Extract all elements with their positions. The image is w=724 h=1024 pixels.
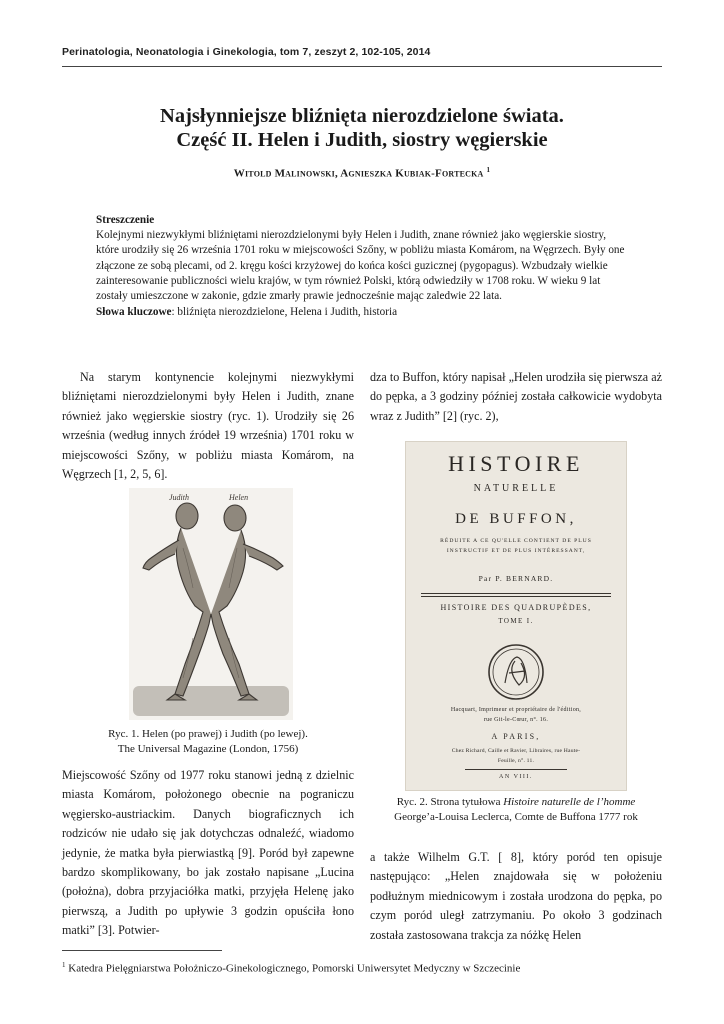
- body-column-left-bottom: [62, 766, 354, 941]
- keywords-label: Słowa kluczowe: [96, 306, 172, 319]
- affiliation-mark: 1: [486, 166, 491, 174]
- title-page-sellers-2: Feuille, n°. 11.: [497, 758, 535, 764]
- abstract-text: Kolejnymi niezwykłymi bliźniętami nierozdzielonymi były Helen i Judith, znane również jako węgierskie siostry, które urodziły się 26 września 1701 roku w miejscowości Szőny, w pobliżu miasta Komárom, na Węgrzech. Były one złączone ze sobą plecami, od 2. kręgu kości krzyżowej do końca kości guzicznej (pygopagus). Wzbudzały wielkie zainteresowanie publiczności wielu krajów, w tym również Polski, którą odwiedziły w 1708 roku. W wieku 9 lat zostały umieszczone w zakonie, gdzie zmarły prawie jednocześnie mając zaledwie 22 lata.: [96, 229, 625, 303]
- title-page-author: Par P. BERNARD.: [478, 574, 554, 583]
- author-list: [62, 166, 662, 180]
- title-page-imprint-1: Hacquart, Imprimeur et propriétaire de l'édition,: [450, 707, 582, 713]
- title-page-rule: [421, 593, 611, 594]
- title-page-imprint-2: rue Git-le-Cœur, n°. 16.: [483, 717, 549, 723]
- figure-1-label-helen: Helen: [229, 493, 249, 502]
- footnote-rule: [62, 950, 222, 951]
- paragraph-buffon: dza to Buffon, który napisał „Helen urodziła się pierwsza aż do pępka, a 3 godziny później została całkowicie wydobyta wraz z Judith” [2] (ryc. 2),: [370, 370, 662, 423]
- title-page-tome: TOME I.: [498, 617, 534, 625]
- title-page-sellers-1: Chez Richard, Caille et Ravier, Libraires, rue Haute-: [451, 748, 581, 754]
- running-header: Perinatologia, Neonatologia i Ginekologia, tom 7, zeszyt 2, 102-105, 2014: [62, 46, 431, 58]
- article-title: [62, 104, 662, 152]
- keywords-list: : bliźnięta nierozdzielone, Helena i Judith, historia: [171, 306, 398, 319]
- figure-2-caption: [370, 795, 662, 825]
- paragraph-szony: Miejscowość Szőny od 1977 roku stanowi jedną z dzielnic miasta Komárom, położonego obecnie na pograniczu węgiersko-austriackim. Danych biograficznych ich rodziców nie udało się jak dotychczas odnaleźć, wiadomo jedynie, że matka była pierwiastką [9]. Poród był zapewne bardzo skomplikowany, bo jak zostało napisane „Lucina (położna), dobra przyjaciółka matki, przyjęła Helenę jako pierwszą, a Judith po upływie 3 godzin opuściła łono matki” [3]. Potwier-: [62, 768, 354, 938]
- abstract: [96, 213, 630, 320]
- figure-1-caption-line-1: Ryc. 1. Helen (po prawej) i Judith (po lewej).: [108, 728, 308, 740]
- title-page-section: HISTOIRE DES QUADRUPÈDES,: [440, 603, 592, 612]
- figure-2-title-page: [405, 441, 627, 791]
- header-rule: [62, 66, 662, 67]
- footnote-mark: 1: [62, 961, 66, 969]
- abstract-heading: Streszczenie: [96, 214, 155, 226]
- title-line-2: Część II. Helen i Judith, siostry węgierskie: [176, 129, 548, 151]
- title-line-1: Najsłynniejsze bliźnięta nierozdzielone świata.: [160, 105, 564, 127]
- figure-2-caption-line-2: George’a-Louisa Leclerca, Comte de Buffona 1777 rok: [394, 811, 638, 823]
- footnote-text: Katedra Pielęgniarstwa Położniczo-Ginekologicznego, Pomorski Uniwersytet Medyczny w Szczecinie: [65, 962, 521, 975]
- title-page-city: A PARIS,: [491, 732, 541, 741]
- body-column-left-top: [62, 368, 354, 484]
- title-page-subtitle-2: DE BUFFON,: [455, 511, 577, 527]
- body-column-right-bottom: [370, 848, 662, 945]
- title-page-rule: [421, 596, 611, 597]
- figure-1-engraving: [129, 488, 293, 720]
- title-page-year: AN VIII.: [499, 774, 533, 780]
- figure-1-label-judith: Judith: [169, 493, 189, 502]
- title-page-subtitle-1: NATURELLE: [473, 483, 559, 494]
- paragraph-intro: Na starym kontynencie kolejnymi niezwykłymi bliźniętami nierozdzielonymi były Helen i Judith, znane również jako węgierskie siostry (ryc. 1). Urodziły się 26 września (według innych źródeł 19 września) 1701 roku w miejscowości Szőny, w pobliżu miasta Komárom, na Węgrzech [1, 2, 5, 6].: [62, 370, 354, 482]
- figure-2-caption-title: Histoire naturelle de l’homme: [503, 796, 636, 808]
- monogram-seal-icon: [485, 641, 547, 703]
- title-page-title: HISTOIRE: [448, 451, 584, 476]
- title-page-small-line-1: RÉDUITE A CE QU'ELLE CONTIENT DE PLUS: [440, 538, 592, 544]
- title-page-rule: [465, 769, 567, 770]
- figure-1-caption-line-2: The Universal Magazine (London, 1756): [117, 743, 299, 755]
- figure-1-caption: [62, 727, 354, 757]
- figure-2-caption-prefix: Ryc. 2. Strona tytułowa: [396, 796, 504, 808]
- title-page-small-line-2: INSTRUCTIF ET DE PLUS INTÉRESSANT,: [446, 548, 586, 554]
- body-column-right-top: [370, 368, 662, 426]
- footnote: [62, 958, 662, 976]
- author-names: Witold Malinowski, Agnieszka Kubiak-Fortecka: [233, 167, 484, 180]
- keywords: [96, 305, 630, 320]
- paragraph-wilhelm: a także Wilhelm G.T. [ 8], który poród ten opisuje następująco: „Helen znajdowała się w położeniu podłużnym miednicowym i została urodzona do pępka, po czym poród uległ zatrzymaniu. Po około 3 godzinach została zastosowana trakcja za nóżkę Helen: [370, 850, 662, 942]
